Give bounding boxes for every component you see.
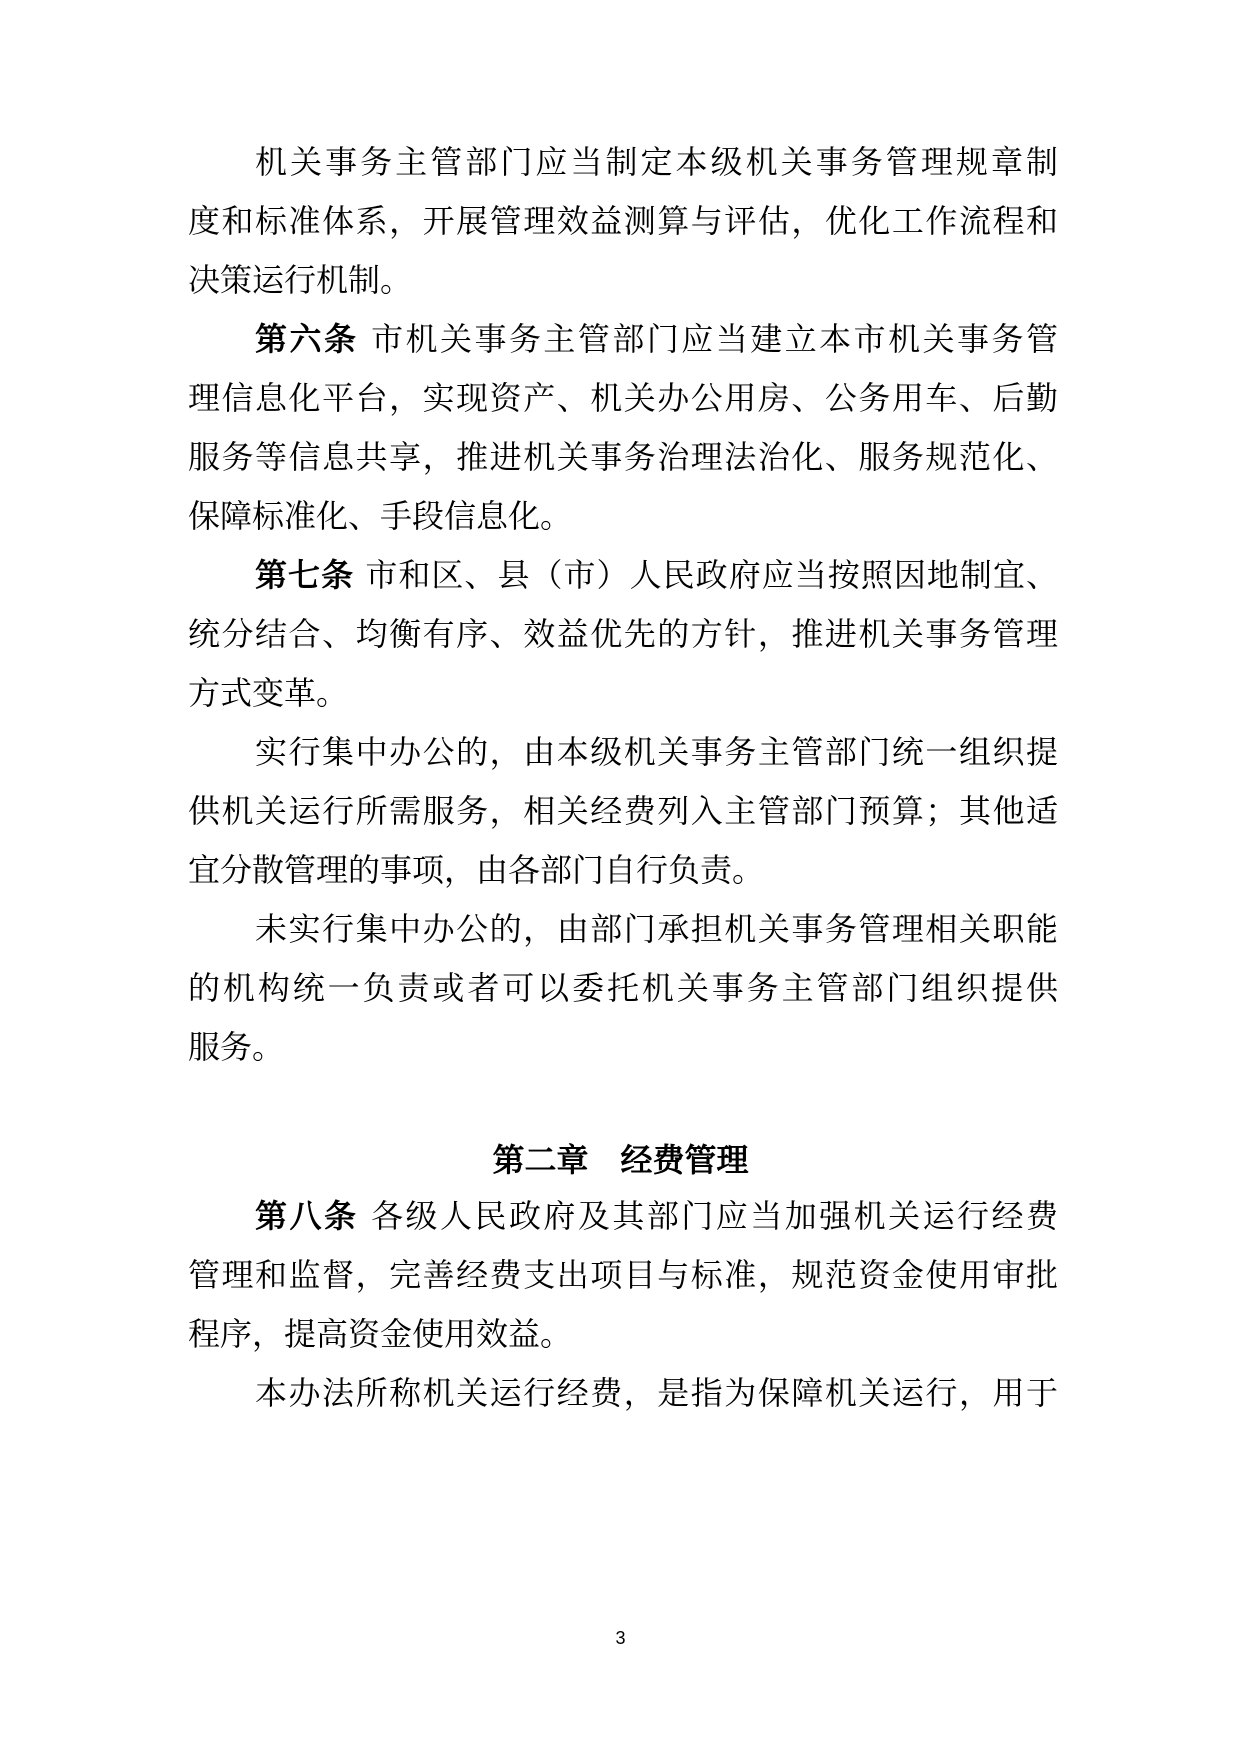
article-6-line-4: 保障标准化、手段信息化。	[188, 497, 573, 535]
chapter-heading: 第二章 经费管理	[492, 1141, 749, 1179]
paragraph-4-line-2: 供机关运行所需服务，相关经费列入主管部门预算；其他适	[188, 792, 1058, 830]
page-number: 3	[615, 1628, 626, 1648]
paragraph-1-line-1: 机关事务主管部门应当制定本级机关事务管理规章制	[255, 143, 1058, 181]
article-6-text: 市机关事务主管部门应当建立本市机关事务管	[371, 320, 1058, 358]
article-8-line-1	[255, 1194, 1058, 1238]
paragraph-1-line-2: 度和标准体系，开展管理效益测算与评估，优化工作流程和	[188, 202, 1058, 240]
article-7-line-1	[255, 553, 1058, 597]
article-7-label: 第七条	[255, 556, 355, 594]
article-8-text: 各级人民政府及其部门应当加强机关运行经费	[371, 1197, 1058, 1235]
article-6-line-3: 服务等信息共享，推进机关事务治理法治化、服务规范化、	[188, 438, 1058, 476]
paragraph-4-line-1: 实行集中办公的，由本级机关事务主管部门统一组织提	[255, 733, 1058, 771]
paragraph-1-line-3: 决策运行机制。	[188, 261, 413, 299]
article-8-line-2: 管理和监督，完善经费支出项目与标准，规范资金使用审批	[188, 1256, 1058, 1294]
article-6-label: 第六条	[255, 320, 359, 358]
article-6-line-1	[255, 317, 1058, 361]
article-8-label: 第八条	[255, 1197, 359, 1235]
paragraph-4-line-3: 宜分散管理的事项，由各部门自行负责。	[188, 851, 765, 889]
article-8-line-3: 程序，提高资金使用效益。	[188, 1315, 573, 1353]
article-7-line-2: 统分结合、均衡有序、效益优先的方针，推进机关事务管理	[188, 615, 1058, 653]
article-6-line-2: 理信息化平台，实现资产、机关办公用房、公务用车、后勤	[188, 379, 1058, 417]
paragraph-5-line-1: 未实行集中办公的，由部门承担机关事务管理相关职能	[255, 910, 1058, 948]
paragraph-7-line-1: 本办法所称机关运行经费，是指为保障机关运行，用于	[255, 1374, 1058, 1412]
article-7-line-3: 方式变革。	[188, 674, 349, 712]
article-7-text: 市和区、县（市）人民政府应当按照因地制宜、	[365, 556, 1058, 594]
paragraph-5-line-3: 服务。	[188, 1028, 285, 1066]
paragraph-5-line-2: 的机构统一负责或者可以委托机关事务主管部门组织提供	[188, 969, 1058, 1007]
